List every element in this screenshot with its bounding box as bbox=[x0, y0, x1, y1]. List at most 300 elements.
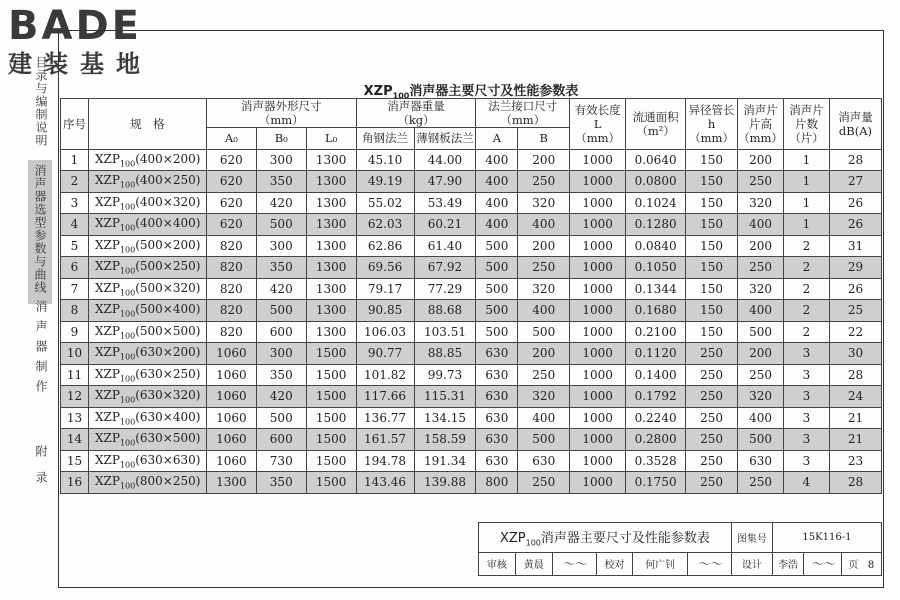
header-b: B bbox=[518, 128, 570, 150]
cell-flow-area: 0.2240 bbox=[626, 407, 686, 429]
cell-pipe-len: 150 bbox=[686, 278, 738, 300]
cell-b0: 300 bbox=[256, 149, 306, 171]
checker-signature: 〜〜 bbox=[687, 552, 731, 575]
cell-atten: 28 bbox=[829, 472, 881, 494]
cell-b0: 600 bbox=[256, 321, 306, 343]
cell-flange-a: 400 bbox=[476, 214, 518, 236]
cell-b0: 350 bbox=[256, 472, 306, 494]
cell-a0: 820 bbox=[206, 257, 256, 279]
cell-eff-len: 1000 bbox=[570, 386, 626, 408]
cell-pipe-len: 150 bbox=[686, 257, 738, 279]
table-row bbox=[61, 149, 882, 171]
cell-flange-b: 250 bbox=[518, 257, 570, 279]
cell-no: 12 bbox=[61, 386, 89, 408]
cell-no: 3 bbox=[61, 192, 89, 214]
cell-weight-angle: 69.56 bbox=[356, 257, 414, 279]
cell-weight-sheet: 134.15 bbox=[414, 407, 476, 429]
cell-spec: $XZP_{100}(500\times 200)$ bbox=[88, 235, 206, 257]
cell-eff-len: 1000 bbox=[570, 321, 626, 343]
cell-spec: $XZP_{100}(400\times 250)$ bbox=[88, 171, 206, 193]
cell-plate-h: 200 bbox=[738, 149, 784, 171]
cell-plate-n: 1 bbox=[784, 149, 830, 171]
cell-flange-a: 500 bbox=[476, 321, 518, 343]
cell-l0: 1500 bbox=[306, 450, 356, 472]
cell-flow-area: 0.1400 bbox=[626, 364, 686, 386]
cell-flow-area: 0.1792 bbox=[626, 386, 686, 408]
cell-plate-h: 250 bbox=[738, 257, 784, 279]
cell-a0: 620 bbox=[206, 149, 256, 171]
cell-weight-sheet: 61.40 bbox=[414, 235, 476, 257]
table-row bbox=[61, 235, 882, 257]
cell-no: 13 bbox=[61, 407, 89, 429]
cell-weight-sheet: 158.59 bbox=[414, 429, 476, 451]
cell-plate-n: 2 bbox=[784, 321, 830, 343]
cell-plate-n: 3 bbox=[784, 364, 830, 386]
cell-spec: $XZP_{100}(500\times 250)$ bbox=[88, 257, 206, 279]
cell-l0: 1500 bbox=[306, 407, 356, 429]
cell-a0: 620 bbox=[206, 171, 256, 193]
cell-weight-angle: 79.17 bbox=[356, 278, 414, 300]
header-plate-n: 消声片片数 （片） bbox=[784, 99, 830, 150]
cell-eff-len: 1000 bbox=[570, 407, 626, 429]
table-row bbox=[61, 472, 882, 494]
cell-l0: 1500 bbox=[306, 429, 356, 451]
cell-flange-b: 250 bbox=[518, 171, 570, 193]
cell-no: 10 bbox=[61, 343, 89, 365]
cell-no: 8 bbox=[61, 300, 89, 322]
cell-pipe-len: 150 bbox=[686, 192, 738, 214]
cell-no: 15 bbox=[61, 450, 89, 472]
cell-weight-sheet: 115.31 bbox=[414, 386, 476, 408]
cell-plate-h: 320 bbox=[738, 192, 784, 214]
cell-b0: 300 bbox=[256, 235, 306, 257]
cell-flange-b: 400 bbox=[518, 300, 570, 322]
cell-flange-a: 630 bbox=[476, 364, 518, 386]
cell-flange-b: 250 bbox=[518, 364, 570, 386]
cell-pipe-len: 250 bbox=[686, 386, 738, 408]
header-l0: L₀ bbox=[306, 128, 356, 150]
page-cell: 页 8 bbox=[841, 552, 881, 575]
cell-flow-area: 0.1344 bbox=[626, 278, 686, 300]
review-label: 审核 bbox=[479, 552, 516, 575]
header-angle-flange: 角钢法兰 bbox=[356, 128, 414, 150]
cell-weight-sheet: 77.29 bbox=[414, 278, 476, 300]
cell-flange-a: 500 bbox=[476, 278, 518, 300]
cell-weight-angle: 55.02 bbox=[356, 192, 414, 214]
cell-flange-a: 630 bbox=[476, 386, 518, 408]
cell-flange-a: 500 bbox=[476, 300, 518, 322]
cell-l0: 1300 bbox=[306, 257, 356, 279]
cell-atten: 29 bbox=[829, 257, 881, 279]
side-nav-label: 目录与编制说明 bbox=[34, 56, 48, 147]
header-a: A bbox=[476, 128, 518, 150]
cell-flange-b: 500 bbox=[518, 429, 570, 451]
cell-weight-sheet: 44.00 bbox=[414, 149, 476, 171]
table-row bbox=[61, 364, 882, 386]
parameter-table bbox=[60, 98, 882, 494]
cell-pipe-len: 250 bbox=[686, 407, 738, 429]
cell-eff-len: 1000 bbox=[570, 257, 626, 279]
cell-weight-angle: 49.19 bbox=[356, 171, 414, 193]
cell-pipe-len: 150 bbox=[686, 149, 738, 171]
cell-atten: 24 bbox=[829, 386, 881, 408]
cell-flow-area: 0.0840 bbox=[626, 235, 686, 257]
side-nav-label: 消声器制作 bbox=[34, 300, 48, 400]
table-row bbox=[61, 300, 882, 322]
cell-flange-a: 630 bbox=[476, 429, 518, 451]
cell-l0: 1300 bbox=[306, 321, 356, 343]
cell-l0: 1300 bbox=[306, 192, 356, 214]
cell-flow-area: 0.1120 bbox=[626, 343, 686, 365]
cell-spec: $XZP_{100}(800\times 250)$ bbox=[88, 472, 206, 494]
cell-no: 16 bbox=[61, 472, 89, 494]
designer-signature: 〜〜 bbox=[804, 552, 841, 575]
cell-plate-h: 400 bbox=[738, 300, 784, 322]
cell-flange-b: 320 bbox=[518, 386, 570, 408]
cell-plate-h: 250 bbox=[738, 171, 784, 193]
cell-atten: 30 bbox=[829, 343, 881, 365]
cell-a0: 1060 bbox=[206, 429, 256, 451]
cell-flange-b: 630 bbox=[518, 450, 570, 472]
table-row bbox=[61, 429, 882, 451]
cell-flange-a: 400 bbox=[476, 192, 518, 214]
cell-plate-n: 4 bbox=[784, 472, 830, 494]
cell-flange-b: 320 bbox=[518, 278, 570, 300]
title-block-title: $XZP_{100}$消声器主要尺寸及性能参数表 bbox=[479, 523, 732, 553]
cell-l0: 1500 bbox=[306, 343, 356, 365]
cell-plate-n: 1 bbox=[784, 171, 830, 193]
cell-plate-n: 3 bbox=[784, 429, 830, 451]
cell-atten: 21 bbox=[829, 407, 881, 429]
cell-atten: 26 bbox=[829, 278, 881, 300]
table-row bbox=[61, 171, 882, 193]
cell-flow-area: 0.1050 bbox=[626, 257, 686, 279]
cell-no: 14 bbox=[61, 429, 89, 451]
cell-a0: 1060 bbox=[206, 343, 256, 365]
table-row bbox=[61, 386, 882, 408]
cell-eff-len: 1000 bbox=[570, 235, 626, 257]
cell-flange-a: 400 bbox=[476, 171, 518, 193]
header-flange: 法兰接口尺寸 （mm） bbox=[476, 99, 570, 128]
cell-weight-sheet: 53.49 bbox=[414, 192, 476, 214]
cell-no: 5 bbox=[61, 235, 89, 257]
side-nav-item-selection[interactable] bbox=[28, 160, 52, 304]
cell-b0: 420 bbox=[256, 192, 306, 214]
cell-flow-area: 0.0640 bbox=[626, 149, 686, 171]
cell-flange-a: 630 bbox=[476, 343, 518, 365]
cell-spec: $XZP_{100}(630\times 630)$ bbox=[88, 450, 206, 472]
cell-a0: 1300 bbox=[206, 472, 256, 494]
cell-atten: 23 bbox=[829, 450, 881, 472]
cell-atten: 27 bbox=[829, 171, 881, 193]
cell-no: 7 bbox=[61, 278, 89, 300]
cell-pipe-len: 250 bbox=[686, 450, 738, 472]
cell-no: 6 bbox=[61, 257, 89, 279]
cell-eff-len: 1000 bbox=[570, 429, 626, 451]
cell-b0: 350 bbox=[256, 171, 306, 193]
cell-spec: $XZP_{100}(500\times 500)$ bbox=[88, 321, 206, 343]
cell-plate-n: 1 bbox=[784, 214, 830, 236]
cell-flange-b: 400 bbox=[518, 407, 570, 429]
header-weight: 消声器重量 （kg） bbox=[356, 99, 476, 128]
cell-eff-len: 1000 bbox=[570, 149, 626, 171]
cell-pipe-len: 150 bbox=[686, 300, 738, 322]
cell-eff-len: 1000 bbox=[570, 364, 626, 386]
cell-a0: 1060 bbox=[206, 364, 256, 386]
cell-pipe-len: 250 bbox=[686, 364, 738, 386]
logo-main-text: BADE bbox=[8, 3, 142, 49]
cell-weight-angle: 90.85 bbox=[356, 300, 414, 322]
cell-flange-b: 250 bbox=[518, 472, 570, 494]
cell-a0: 820 bbox=[206, 278, 256, 300]
cell-b0: 420 bbox=[256, 386, 306, 408]
reviewer-signature: 〜〜 bbox=[552, 552, 596, 575]
cell-flange-b: 400 bbox=[518, 214, 570, 236]
header-b0: B₀ bbox=[256, 128, 306, 150]
cell-plate-n: 3 bbox=[784, 343, 830, 365]
cell-plate-n: 3 bbox=[784, 386, 830, 408]
cell-plate-n: 2 bbox=[784, 300, 830, 322]
cell-a0: 620 bbox=[206, 214, 256, 236]
cell-pipe-len: 150 bbox=[686, 321, 738, 343]
cell-spec: $XZP_{100}(400\times 400)$ bbox=[88, 214, 206, 236]
cell-plate-n: 2 bbox=[784, 235, 830, 257]
page-title-prefix: XZP bbox=[363, 84, 393, 99]
cell-b0: 350 bbox=[256, 364, 306, 386]
cell-plate-h: 320 bbox=[738, 386, 784, 408]
table-row bbox=[61, 278, 882, 300]
cell-pipe-len: 250 bbox=[686, 343, 738, 365]
cell-eff-len: 1000 bbox=[570, 450, 626, 472]
cell-atten: 26 bbox=[829, 214, 881, 236]
cell-eff-len: 1000 bbox=[570, 472, 626, 494]
cell-weight-angle: 161.57 bbox=[356, 429, 414, 451]
design-label: 设计 bbox=[731, 552, 772, 575]
cell-spec: $XZP_{100}(630\times 500)$ bbox=[88, 429, 206, 451]
cell-l0: 1300 bbox=[306, 300, 356, 322]
cell-plate-h: 250 bbox=[738, 364, 784, 386]
cell-flow-area: 0.1280 bbox=[626, 214, 686, 236]
cell-pipe-len: 150 bbox=[686, 214, 738, 236]
cell-flow-area: 0.3528 bbox=[626, 450, 686, 472]
cell-a0: 820 bbox=[206, 235, 256, 257]
cell-flange-b: 200 bbox=[518, 343, 570, 365]
cell-no: 9 bbox=[61, 321, 89, 343]
page-title-sub: 100 bbox=[392, 91, 410, 101]
atlas-no-label: 图集号 bbox=[731, 523, 772, 553]
cell-a0: 1060 bbox=[206, 386, 256, 408]
cell-weight-angle: 117.66 bbox=[356, 386, 414, 408]
cell-pipe-len: 150 bbox=[686, 171, 738, 193]
cell-no: 1 bbox=[61, 149, 89, 171]
cell-l0: 1300 bbox=[306, 278, 356, 300]
cell-weight-sheet: 103.51 bbox=[414, 321, 476, 343]
cell-a0: 1060 bbox=[206, 450, 256, 472]
header-atten: 消声量 dB(A) bbox=[829, 99, 881, 150]
table-row bbox=[61, 343, 882, 365]
designer: 李浩 bbox=[772, 552, 803, 575]
cell-no: 11 bbox=[61, 364, 89, 386]
cell-l0: 1300 bbox=[306, 171, 356, 193]
cell-flow-area: 0.2100 bbox=[626, 321, 686, 343]
cell-eff-len: 1000 bbox=[570, 171, 626, 193]
cell-b0: 500 bbox=[256, 300, 306, 322]
cell-plate-h: 200 bbox=[738, 343, 784, 365]
cell-flange-a: 800 bbox=[476, 472, 518, 494]
cell-l0: 1300 bbox=[306, 149, 356, 171]
header-flow-area: 流通面积 （m²） bbox=[626, 99, 686, 150]
cell-l0: 1300 bbox=[306, 214, 356, 236]
cell-weight-angle: 136.77 bbox=[356, 407, 414, 429]
cell-weight-angle: 90.77 bbox=[356, 343, 414, 365]
table-row bbox=[61, 407, 882, 429]
cell-flange-a: 500 bbox=[476, 257, 518, 279]
side-nav-item-appendix[interactable] bbox=[34, 445, 48, 497]
cell-weight-sheet: 88.68 bbox=[414, 300, 476, 322]
cell-flange-b: 200 bbox=[518, 149, 570, 171]
cell-plate-n: 2 bbox=[784, 278, 830, 300]
check-label: 校对 bbox=[596, 552, 633, 575]
cell-a0: 1060 bbox=[206, 407, 256, 429]
title-block bbox=[478, 522, 882, 576]
cell-flange-b: 200 bbox=[518, 235, 570, 257]
cell-l0: 1500 bbox=[306, 364, 356, 386]
header-plate-h: 消声片片高 （mm） bbox=[738, 99, 784, 150]
cell-plate-n: 3 bbox=[784, 407, 830, 429]
header-no: 序号 bbox=[61, 99, 89, 150]
cell-weight-angle: 62.03 bbox=[356, 214, 414, 236]
logo-sub-text: 建装基地 bbox=[8, 50, 152, 78]
cell-eff-len: 1000 bbox=[570, 343, 626, 365]
cell-a0: 620 bbox=[206, 192, 256, 214]
cell-b0: 500 bbox=[256, 407, 306, 429]
cell-plate-n: 1 bbox=[784, 192, 830, 214]
cell-b0: 300 bbox=[256, 343, 306, 365]
cell-weight-angle: 45.10 bbox=[356, 149, 414, 171]
cell-atten: 28 bbox=[829, 364, 881, 386]
header-spec: 规 格 bbox=[88, 99, 206, 150]
cell-b0: 350 bbox=[256, 257, 306, 279]
cell-flange-b: 500 bbox=[518, 321, 570, 343]
table-row bbox=[61, 214, 882, 236]
cell-pipe-len: 250 bbox=[686, 429, 738, 451]
header-outer-size: 消声器外形尺寸 （mm） bbox=[206, 99, 356, 128]
cell-weight-sheet: 139.88 bbox=[414, 472, 476, 494]
cell-flow-area: 0.2800 bbox=[626, 429, 686, 451]
cell-weight-sheet: 47.90 bbox=[414, 171, 476, 193]
cell-spec: $XZP_{100}(500\times 320)$ bbox=[88, 278, 206, 300]
cell-atten: 25 bbox=[829, 300, 881, 322]
cell-l0: 1300 bbox=[306, 235, 356, 257]
table-row bbox=[61, 321, 882, 343]
cell-weight-sheet: 88.85 bbox=[414, 343, 476, 365]
page-title-text: 消声器主要尺寸及性能参数表 bbox=[409, 84, 579, 99]
cell-weight-angle: 143.46 bbox=[356, 472, 414, 494]
cell-a0: 820 bbox=[206, 321, 256, 343]
cell-atten: 26 bbox=[829, 192, 881, 214]
table-row bbox=[61, 192, 882, 214]
cell-atten: 21 bbox=[829, 429, 881, 451]
cell-spec: $XZP_{100}(630\times 400)$ bbox=[88, 407, 206, 429]
cell-no: 4 bbox=[61, 214, 89, 236]
cell-flow-area: 0.0800 bbox=[626, 171, 686, 193]
cell-eff-len: 1000 bbox=[570, 278, 626, 300]
cell-weight-sheet: 99.73 bbox=[414, 364, 476, 386]
cell-eff-len: 1000 bbox=[570, 300, 626, 322]
cell-plate-h: 250 bbox=[738, 472, 784, 494]
table-row bbox=[61, 450, 882, 472]
cell-flange-b: 320 bbox=[518, 192, 570, 214]
header-sheet-flange: 薄钢板法兰 bbox=[414, 128, 476, 150]
cell-atten: 28 bbox=[829, 149, 881, 171]
cell-plate-h: 320 bbox=[738, 278, 784, 300]
header-a0: A₀ bbox=[206, 128, 256, 150]
cell-eff-len: 1000 bbox=[570, 192, 626, 214]
cell-weight-sheet: 67.92 bbox=[414, 257, 476, 279]
cell-spec: $XZP_{100}(500\times 400)$ bbox=[88, 300, 206, 322]
cell-weight-sheet: 60.21 bbox=[414, 214, 476, 236]
cell-plate-h: 500 bbox=[738, 321, 784, 343]
cell-spec: $XZP_{100}(630\times 320)$ bbox=[88, 386, 206, 408]
cell-l0: 1500 bbox=[306, 386, 356, 408]
cell-a0: 820 bbox=[206, 300, 256, 322]
table-row bbox=[61, 257, 882, 279]
cell-pipe-len: 150 bbox=[686, 235, 738, 257]
cell-flange-a: 500 bbox=[476, 235, 518, 257]
cell-weight-angle: 106.03 bbox=[356, 321, 414, 343]
cell-flange-a: 630 bbox=[476, 450, 518, 472]
cell-plate-h: 400 bbox=[738, 214, 784, 236]
cell-weight-sheet: 191.34 bbox=[414, 450, 476, 472]
cell-b0: 500 bbox=[256, 214, 306, 236]
cell-b0: 730 bbox=[256, 450, 306, 472]
cell-flow-area: 0.1680 bbox=[626, 300, 686, 322]
cell-flange-a: 630 bbox=[476, 407, 518, 429]
side-nav-label: 附录 bbox=[34, 445, 48, 497]
cell-spec: $XZP_{100}(400\times 200)$ bbox=[88, 149, 206, 171]
cell-plate-h: 500 bbox=[738, 429, 784, 451]
cell-spec: $XZP_{100}(400\times 320)$ bbox=[88, 192, 206, 214]
cell-flow-area: 0.1750 bbox=[626, 472, 686, 494]
cell-flange-a: 400 bbox=[476, 149, 518, 171]
cell-flow-area: 0.1024 bbox=[626, 192, 686, 214]
cell-l0: 1500 bbox=[306, 472, 356, 494]
cell-b0: 600 bbox=[256, 429, 306, 451]
side-nav-item-intro[interactable] bbox=[34, 56, 48, 156]
cell-plate-n: 3 bbox=[784, 450, 830, 472]
cell-plate-h: 200 bbox=[738, 235, 784, 257]
cell-spec: $XZP_{100}(630\times 200)$ bbox=[88, 343, 206, 365]
cell-plate-n: 2 bbox=[784, 257, 830, 279]
cell-atten: 22 bbox=[829, 321, 881, 343]
header-eff-len: 有效长度 L （mm） bbox=[570, 99, 626, 150]
cell-pipe-len: 250 bbox=[686, 472, 738, 494]
cell-plate-h: 400 bbox=[738, 407, 784, 429]
side-nav-item-fabrication[interactable] bbox=[34, 300, 48, 400]
atlas-no: 15K116-1 bbox=[772, 523, 881, 553]
side-nav-label: 消声器选型参数与曲线 bbox=[33, 164, 47, 294]
reviewer: 黄晨 bbox=[515, 552, 552, 575]
cell-b0: 420 bbox=[256, 278, 306, 300]
cell-plate-h: 630 bbox=[738, 450, 784, 472]
cell-atten: 31 bbox=[829, 235, 881, 257]
cell-eff-len: 1000 bbox=[570, 214, 626, 236]
cell-weight-angle: 101.82 bbox=[356, 364, 414, 386]
cell-weight-angle: 194.78 bbox=[356, 450, 414, 472]
header-pipe-len: 异径管长 h （mm） bbox=[686, 99, 738, 150]
checker: 何广钊 bbox=[633, 552, 687, 575]
cell-weight-angle: 62.86 bbox=[356, 235, 414, 257]
